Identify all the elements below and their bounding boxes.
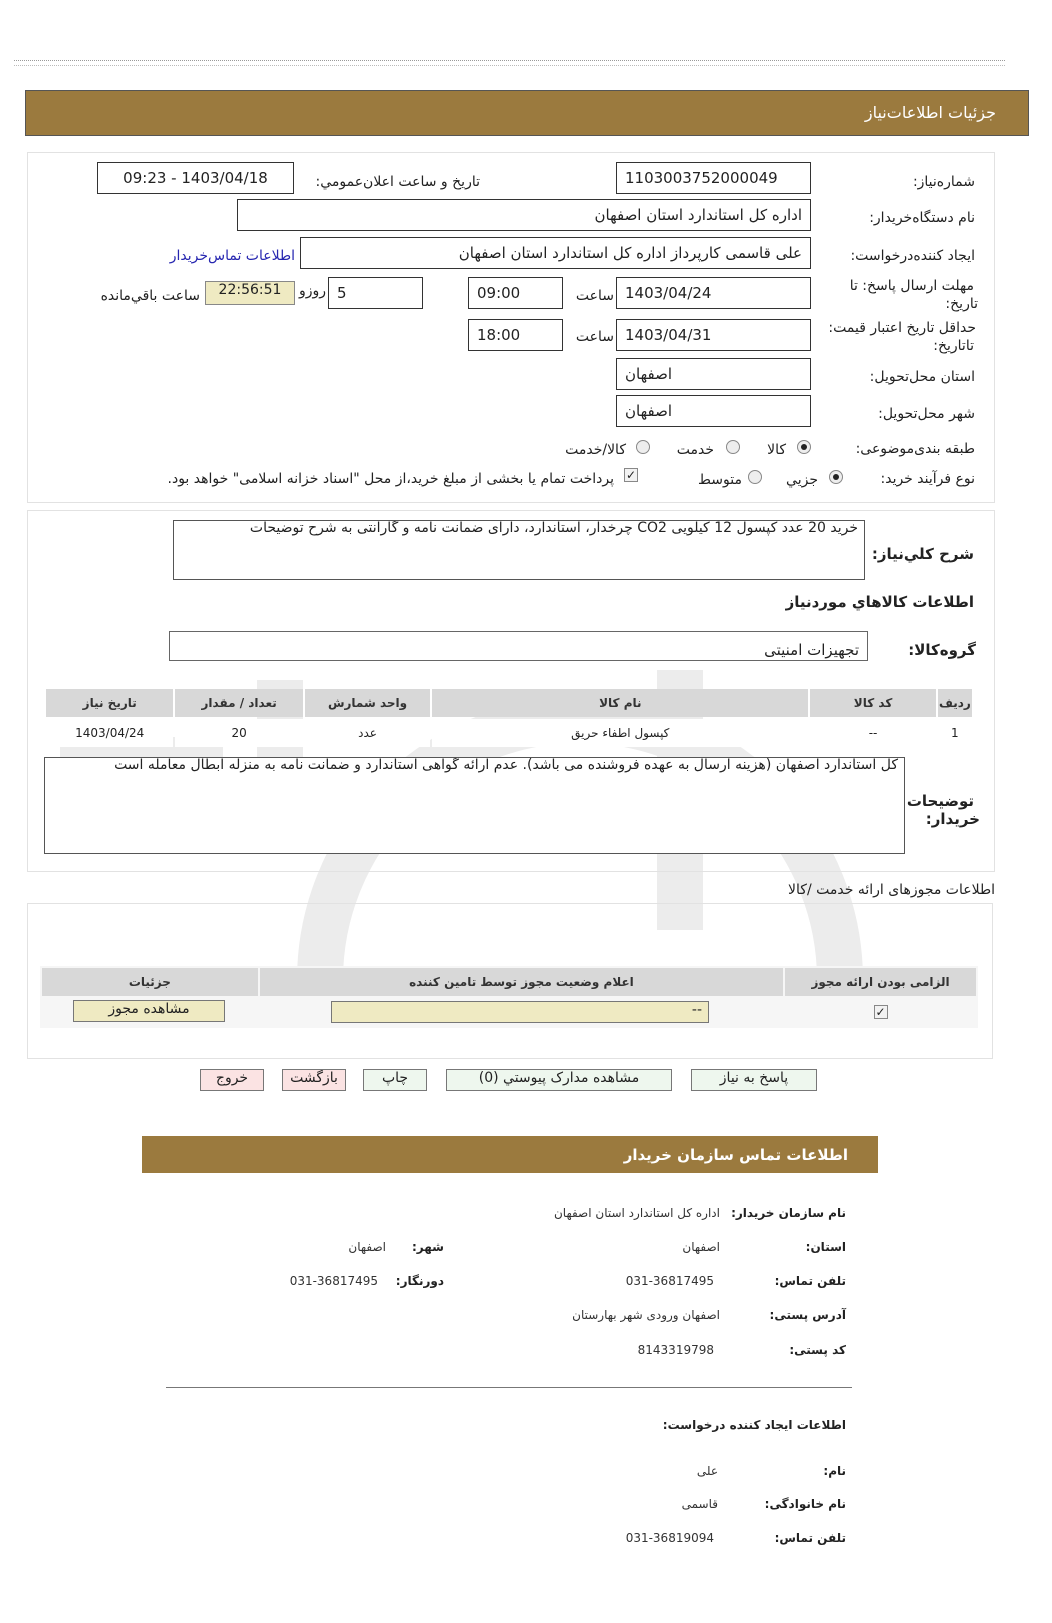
remaining-timer: 22:56:51 <box>205 281 295 305</box>
col-need-date: تاريخ نياز <box>46 689 173 717</box>
announce-label: تاریخ و ساعت اعلان‌عمومي: <box>315 174 480 190</box>
page-title: جزئیات اطلاعات‌نیاز <box>864 103 996 122</box>
buyer-notes-label-2: خريدار: <box>925 810 980 828</box>
contact-province-label: استان: <box>805 1240 846 1254</box>
top-divider <box>14 60 1005 61</box>
contact-title: اطلاعات تماس سازمان خريدار <box>623 1146 848 1164</box>
col-row-number: رديف <box>938 689 972 717</box>
creator-field: علی قاسمی کارپرداز اداره کل استاندارد استان اصفهان <box>300 237 811 269</box>
permit-required-checkbox[interactable]: ✓ <box>875 1005 886 1019</box>
deadline-time-label: ساعت <box>575 288 614 304</box>
buyer-contact-link[interactable]: اطلاعات تماس‌خريدار <box>169 248 295 264</box>
city-label: شهر محل‌تحويل: <box>878 406 975 422</box>
view-permit-button[interactable]: مشاهده مجوز <box>73 1000 225 1022</box>
permits-title: اطلاعات مجوزهای ارائه خدمت /کالا <box>788 882 995 898</box>
cell-item-code: -- <box>810 719 935 747</box>
permit-status-field: -- <box>331 1001 709 1023</box>
category-radio-service[interactable] <box>726 440 740 454</box>
province-label: استان محل‌تحويل: <box>869 369 975 385</box>
contact-org-value: اداره کل استاندارد استان اصفهان <box>553 1206 720 1220</box>
reply-button[interactable]: پاسخ به نياز <box>691 1069 817 1091</box>
deadline-time-field: 09:00 <box>468 277 563 309</box>
table-row <box>46 719 972 747</box>
category-option-goods: کالا <box>767 442 786 458</box>
col-quantity: تعداد / مقدار <box>175 689 302 717</box>
purchase-radio-minor[interactable] <box>829 470 843 484</box>
cell-quantity: 20 <box>175 719 302 747</box>
need-number-field: 1103003752000049 <box>616 162 811 194</box>
validity-time-field: 18:00 <box>468 319 563 351</box>
col-item-code: کد کالا <box>810 689 935 717</box>
contact-province-value: اصفهان <box>682 1240 720 1254</box>
validity-label-1: حداقل تاريخ اعتبار قيمت: <box>828 320 976 336</box>
col-permit-status: اعلام وضعیت مجوز توسط تامین کننده <box>260 968 783 996</box>
buyer-org-label: نام دستگاه‌خريدار: <box>869 210 975 226</box>
items-table <box>44 687 974 749</box>
purchase-type-label: نوع فرآيند خريد: <box>880 471 975 487</box>
contact-city-value: اصفهان <box>348 1240 386 1254</box>
days-label: روزو <box>298 283 326 299</box>
col-item-name: نام کالا <box>432 689 808 717</box>
contact-city-label: شهر: <box>412 1240 444 1254</box>
contact-address-value: اصفهان ورودی شهر بهارستان <box>572 1308 720 1322</box>
items-table-header <box>46 689 972 717</box>
contact-fax-label: دورنگار: <box>395 1274 444 1288</box>
goods-group-label: گروه‌کالا: <box>908 641 976 659</box>
creator-first-name-value: علی <box>696 1464 718 1478</box>
cell-item-name: کپسول اطفاء حريق <box>432 719 808 747</box>
contact-postal-label: کد پستی: <box>789 1343 846 1357</box>
category-radio-goods[interactable] <box>797 440 811 454</box>
contact-org-label: نام سازمان خريدار: <box>731 1206 846 1220</box>
contact-header <box>142 1136 878 1173</box>
payment-note: پرداخت تمام يا بخشی از مبلغ خريد،از محل "اسناد خزانه اسلامی" خواهد بود. <box>167 471 614 487</box>
need-number-label: شماره‌نیاز: <box>912 174 975 190</box>
buyer-notes-textarea[interactable]: کل استاندارد اصفهان (هزینه ارسال به عهده فروشنده می باشد). عدم ارائه گواهی استاندارد و ضمانت نامه به منزله ابطال معامله است <box>44 757 905 854</box>
category-option-goods-service: کالا/خدمت <box>565 442 626 458</box>
creator-label: ايجاد کننده‌درخواست: <box>850 248 975 264</box>
payment-checkbox[interactable]: ✓ <box>625 468 637 482</box>
validity-time-label: ساعت <box>575 329 614 345</box>
description-label: شرح کلي‌نياز: <box>871 545 974 563</box>
remaining-label: ساعت باقي‌مانده <box>100 288 200 304</box>
cell-permit-required <box>785 998 976 1026</box>
attachments-button[interactable]: مشاهده مدارک پيوستي (0) <box>446 1069 672 1091</box>
print-button[interactable]: چاپ <box>363 1069 427 1091</box>
days-field: 5 <box>328 277 423 309</box>
col-unit: واحد شمارش <box>305 689 430 717</box>
deadline-date-field: 1403/04/24 <box>616 277 811 309</box>
page-header <box>25 90 1029 136</box>
back-button[interactable]: بازگشت <box>282 1069 346 1091</box>
contact-phone-label: تلفن تماس: <box>774 1274 846 1288</box>
deadline-label-2: تاریخ: <box>945 296 978 312</box>
creator-last-name-value: قاسمی <box>681 1497 718 1511</box>
col-permit-required: الزامی بودن ارائه مجوز <box>785 968 976 996</box>
purchase-radio-medium[interactable] <box>748 470 762 484</box>
goods-group-field: تجهيزات امنيتی <box>169 631 868 661</box>
purchase-option-medium: متوسط <box>698 472 742 488</box>
contact-postal-value: 8143319798 <box>637 1343 714 1357</box>
announce-field: 1403/04/18 - 09:23 <box>97 162 294 194</box>
validity-date-field: 1403/04/31 <box>616 319 811 351</box>
creator-first-name-label: نام: <box>823 1464 846 1478</box>
permits-table-header <box>42 968 976 996</box>
creator-phone-value: 031-36819094 <box>625 1531 714 1545</box>
contact-divider <box>166 1387 852 1388</box>
province-field: اصفهان <box>616 358 811 390</box>
col-permit-details: جزئیات <box>42 968 258 996</box>
exit-button[interactable]: خروج <box>200 1069 264 1091</box>
purchase-option-minor: جزيي <box>786 472 818 488</box>
category-radio-goods-service[interactable] <box>636 440 650 454</box>
cell-unit: عدد <box>305 719 430 747</box>
category-label: طبقه بندی‌موضوعی: <box>855 441 975 457</box>
category-option-service: خدمت <box>676 442 714 458</box>
contact-phone-value: 031-36817495 <box>625 1274 714 1288</box>
creator-phone-label: تلفن تماس: <box>774 1531 846 1545</box>
buyer-org-field: اداره کل استاندارد استان اصفهان <box>237 199 811 231</box>
cell-need-date: 1403/04/24 <box>46 719 173 747</box>
buyer-notes-label-1: توضيحات <box>906 792 974 810</box>
contact-fax-value: 031-36817495 <box>289 1274 378 1288</box>
creator-last-name-label: نام خانوادگی: <box>764 1497 846 1511</box>
creator-info-title: اطلاعات ایجاد کننده درخواست: <box>662 1418 846 1432</box>
city-field: اصفهان <box>616 395 811 427</box>
top-divider-2 <box>14 65 1005 66</box>
cell-row-number: 1 <box>938 719 972 747</box>
validity-label-2: تاتاریخ: <box>933 338 974 354</box>
description-textarea[interactable]: خرید 20 عدد کپسول 12 کیلویی CO2 چرخدار، استاندارد، دارای ضمانت نامه و گارانتی به شرح توضیحات <box>173 520 865 580</box>
contact-address-label: آدرس پستی: <box>769 1308 846 1322</box>
goods-info-title: اطلاعات کالاهاي موردنياز <box>785 593 974 611</box>
deadline-label-1: مهلت ارسال پاسخ: تا <box>849 278 974 294</box>
